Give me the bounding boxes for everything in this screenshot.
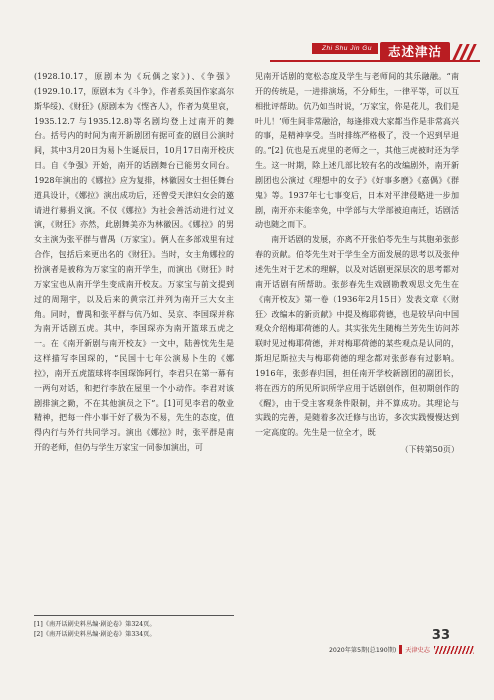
footer-divider <box>399 645 402 654</box>
footnote: [1]《南开话剧史料丛编·剧论卷》第324页。 <box>34 621 156 628</box>
magazine-name: 天津史志 <box>405 647 430 654</box>
header-stripes-decoration <box>452 42 480 62</box>
right-column <box>255 70 459 458</box>
left-column <box>34 70 234 456</box>
footnote: [2]《南开话剧史料丛编·剧论卷》第334页。 <box>34 631 156 638</box>
right-paragraph: 南开话剧的发展，亦离不开张伯苓先生与其胞弟张彭春的贡献。伯苓先生对于学生全方面发展的思考以及张仲述先生对于艺术的理解，以及对话剧更深层次的思考都对南开话剧有所帮助。张彭春先生戏剧勘教观思文先生在《南开校友》第一卷（1936年2月15日）发表文章《〈财狂〉改编本的新贡献》中提及梅耶荷德，也是较早向中国观众介绍梅耶荷德的人。其实张先生随梅兰芳先生访问苏联时见过梅耶荷德，并对梅耶荷德的某些观点是认同的，斯坦尼斯拉夫与梅耶荷德的理念都对张彭春有过影响。1916年，张彭春归国，担任南开学校新剧团的副团长，将在西方的所见所识所学应用于话剧创作，但初期创作的《醒》，由于受主客观条件限制，并不算成功。其理论与实践的完善，是随着多次迁修与出访，多次实践慢慢达到一定高度的。先生是一位全才，既 <box>255 235 459 438</box>
page-number: 33 <box>431 628 450 643</box>
left-paragraph: (1928.10.17，原剧本为《玩偶之家》)、《争强》(1929.10.17，原剧本为《斗争》，作者系英国作家高尔斯华绥)、《财狂》(原剧本为《悭吝人》，作者为莫里哀，1935.12.7 与1935.12.8)等名剧均登上过南开的舞台。括号内的时间为南开新剧团有据可查的剧目公演时间，其中3月20日为易卜生诞辰日，10月17日南开校庆日。自《争强》开始，南开的话剧舞台已能男女同台。1928年演出的《娜拉》应为复排，林徽因女士担任舞台道具设计，《娜拉》演出成功后，还曾受天津妇女会的邀请进行募捐义演。不仅《娜拉》为社会善活动进行过义演，《财狂》亦然，此剧舞美亦为林徽因。《娜拉》的男女主演为张平群与曹禺（万家宝）。俩人在多部戏里有过合作，包括后来更出名的《财狂》。当时，女主角娜拉的扮演者是被称为万家宝的南开学生，而演出《财狂》时万家宝也从南开学生变成南开校友。万家宝与前文提到过的周翔宇，以及后来的黄宗江并列为南开三大女主角。同时，曹禺和张平群与伉乃如、吴京、李国琛并称为南开话剧五虎。其中，李国琛亦为南开篮球五虎之一。在《南开新剧与南开校友》一文中，陆善忱先生是这样描写李国琛的，“民国十七年公演易卜生的《娜拉》，南开五虎篮球将李国琛饰阿行，李君只在第一幕有一两句对话，和把行李放在屋里一个小动作。李君对该剧排演之勤，不在其他演员之下”。[1]可见李君的敬业精神，把每一件小事干好了极为不易，先生的态度，值得内行与外行共同学习。演出《娜拉》时，张平群是南开的老师，但仍与学生万家宝一同参加演出，可 <box>34 72 234 453</box>
issue-label: 2020年第5期(总190期) <box>328 647 397 654</box>
right-paragraph: 见南开话剧的宽松态度及学生与老师间的其乐融融。“南开的传统是，一进排演场，不分师生，一律平等，可以互相批评帮助。伉乃如当时说，‘万家宝，你是花儿，我们是叶儿！’师生间非常融洽，每逢排戏大家都当作是非常高兴的事，是精神享受。当时排练严格极了，没一个迟到早退的。”[2] 伉也是五虎里的老师之一，其他三虎被时还为学生。这一时期，除上述几部比较有名的改编剧外，南开新剧团也公演过《理想中的女子》《好事多磨》《嘉偶》《群鬼》等。1937年七七事变后，日本对平津侵略进一步加剧，南开亦未能幸免，中学部与大学部被迫南迁，话剧活动也随之而下。 <box>255 72 459 230</box>
footer <box>329 645 474 654</box>
footer-stripes-decoration <box>434 646 474 654</box>
footnotes <box>34 615 234 640</box>
continued-note: （下转第50页） <box>400 445 459 455</box>
section-pinyin: Zhi Shu Jin Gu <box>312 43 378 54</box>
section-title: 志述津沽 <box>380 42 450 62</box>
header-rule <box>270 60 480 62</box>
